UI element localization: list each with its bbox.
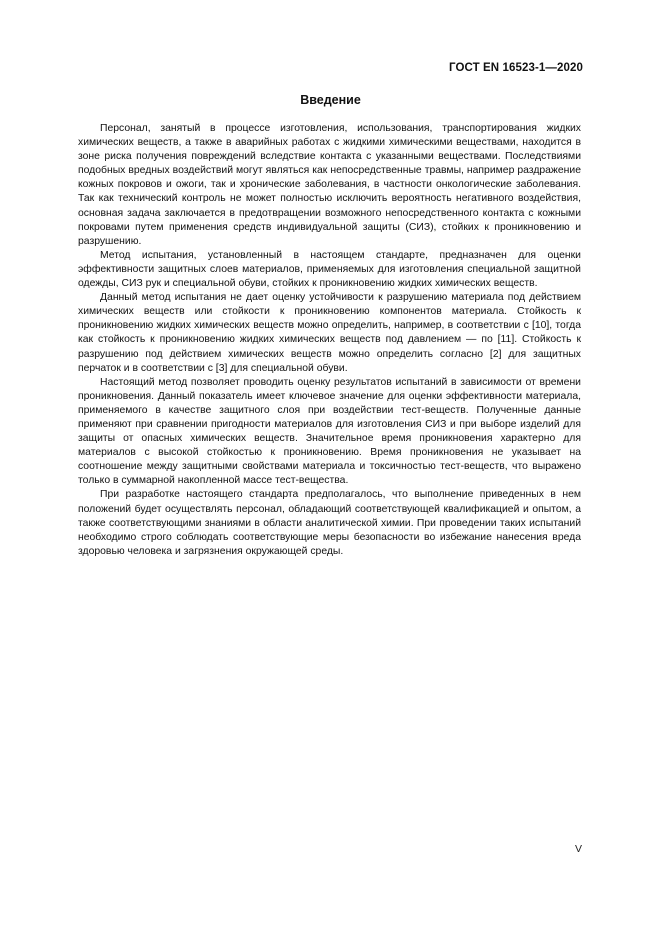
section-body — [78, 122, 581, 559]
paragraph-method-limitations: Данный метод испытания не дает оценку устойчивости к разрушению материала под действием химических веществ или стойкости к проникновению компонентов материала. Стойкость к проникновению жидких химических веществ можно определить, например, в соответствии с [10], тогда как стойкость к проникновению жидких химических веществ под давлением — по [11]. Стойкость к разрушению под действием химических веществ можно определить согласно [2] для защитных перчаток и в соответствии с [3] для специальной обуви. — [78, 292, 581, 374]
paragraph-safety-requirements: При разработке настоящего стандарта предполагалось, что выполнение приведенных в нем положений будет осуществлять персонал, обладающий соответствующей квалификацией и опытом, а также соответствующими знаниями в области аналитической химии. При проведении таких испытаний необходимо строго соблюдать соответствующие меры безопасности во избежание нанесения вреда здоровью человека и загрязнения окружающей среды. — [78, 489, 581, 557]
paragraph-breakthrough-time: Настоящий метод позволяет проводить оценку результатов испытаний в зависимости от времени проникновения. Данный показатель имеет ключевое значение для оценки эффективности материала, применяемого в качестве защитного слоя при воздействии тест-веществ. Полученные данные применяют при сравнении пригодности материалов для изготовления СИЗ и при выборе изделий для защиты от опасных химических веществ. Значительное время проникновения характерно для материалов с высокой стойкостью к проникновению. Время проникновения не указывает на соотношение между защитными свойствами материала и токсичностью тест-веществ, что выражено только в суммарной накопленной массе тест-вещества. — [78, 376, 581, 487]
document-code-header: ГОСТ EN 16523-1—2020 — [448, 62, 583, 74]
paragraph-personnel-risk: Персонал, занятый в процессе изготовления, использования, транспортирования жидких химических веществ, а также в аварийных работах с жидкими химическими веществами, находится в зоне риска получения повреждений вследствие контакта с указанными веществами. Последствиями подобных вредных воздействий могут являться как непосредственные травмы, например раздражение кожных покровов и ожоги, так и хронические заболевания, в частности онкологические заболевания. Так как технический контроль не может полностью исключить вероятность негативного воздействия, основная задача заключается в предотвращении возможного непосредственного контакта с кожными покровами путем применения средств индивидуальной защиты (СИЗ), стойких к проникновению и разрушению. — [78, 123, 581, 247]
page-number: V — [574, 843, 582, 855]
section-title: Введение — [300, 93, 361, 107]
paragraph-test-method-purpose: Метод испытания, установленный в настоящем стандарте, предназначен для оценки эффективности защитных слоев материалов, применяемых для изготовления специальной защитной одежды, СИЗ рук и специальной обуви, стойких к проникновению жидких химических веществ. — [78, 249, 581, 290]
